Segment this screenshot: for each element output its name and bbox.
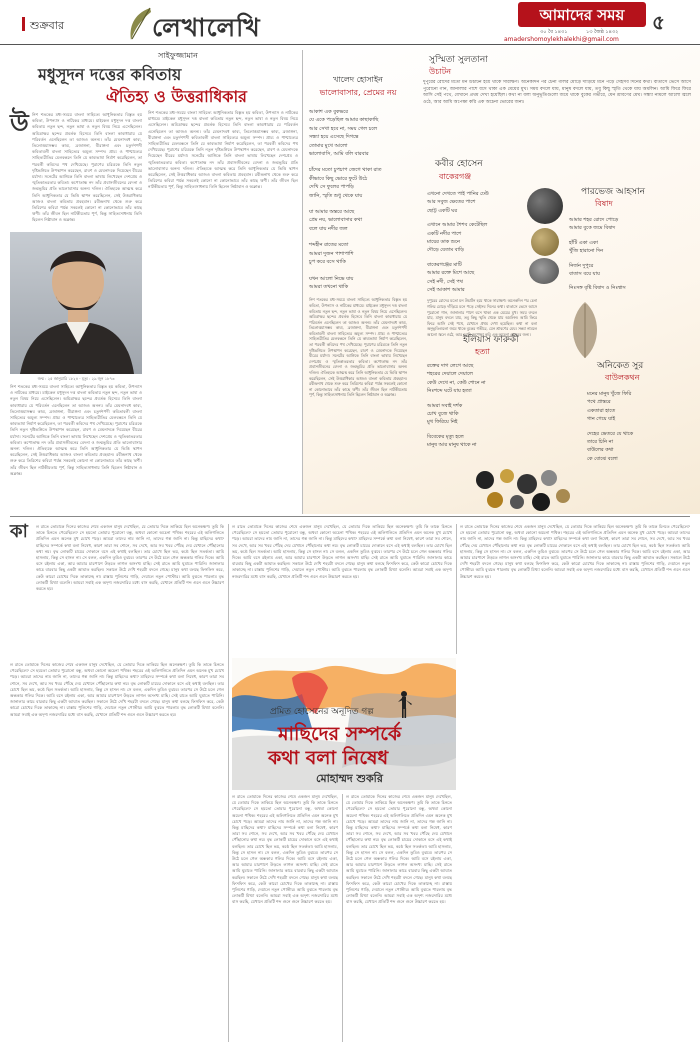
poem-2-author: সুস্মিতা সুলতানা: [429, 55, 488, 65]
poem-4-author: পারভেজ আহসান: [581, 187, 646, 197]
poem-6-author: অনিকেত সুর: [597, 361, 644, 371]
stone-icon-3: [529, 258, 559, 284]
poem-5-lines: রক্তের দাগ লেগে আছে শহরের দেয়ালে দেয়ালে কেউ দেখে না, কেউ শোনে না নিঃশব্দে ঘটে যায় হত্যা আমরা সবাই দর্শক চোখ বুজে থাকি মুখ ফিরিয়ে নিই বিবেকের মৃত্যু হলে মানুষ আর মানুষ থাকে না: [427, 363, 486, 449]
story-col3: ল রাতে তোমাকে দিনের কাজের শেষে একজন মানুষ দেখেছিল, যে তোমার দিকে তাকিয়ে ছিল অনেকক্ষণ। তুমি কি তাকে চিনতে পেরেছিলে? সে হয়তো তোমার পুরোনো বন্ধু, অথবা কোনো অচেনা পথিক। শহরের এই অলিগলিতে প্রতিদিন এমন অনেক মুখ চোখে পড়ে। আমরা তাদের নাম জানি না, তাদের গল্প জানি না। কিন্তু মাছিদের কথা? মাছিদের সম্পর্কে কথা বলা নিষেধ, কারণ তারা সব শোনে, সব দেখে, আর সব খবর পৌঁছে দেয় যেখানে পৌঁছানোর কথা নয়। বৃদ্ধ লোকটি চায়ের দোকানে বসে এই কথাই বলছিল। তার চোখে ছিল ভয়, কণ্ঠে ছিল সতর্কতা। আমি হাসলাম, কিন্তু সে হাসল না। সে বলল, একদিন তুমিও বুঝবে। তারপর সে উঠে চলে গেল অন্ধকার গলির দিকে। আমি বসে রইলাম একা, আর আমার চারপাশে উড়তে লাগল অসংখ্য মাছি। সেই রাতে আমি ঘুমাতে পারিনি। জানালার কাচে বারবার কিছু একটা আঘাত করছিল। সকালে উঠে দেখি শহরটা বদলে গেছে। মানুষ কথা বলছে ফিসফিস করে, কেউ কারো চোখের দিকে তাকাচ্ছে না। রাস্তায় পুলিশের গাড়ি, দেয়ালে নতুন পোস্টার। আমি বুঝতে পারলাম বৃদ্ধ লোকটি মিথ্যা বলেনি। আমরা সবাই এক অদৃশ্য নজরদারির মধ্যে বাস করছি, যেখানে প্রতিটি শব্দ গুনে গুনে উচ্চারণ করতে হয়।: [460, 524, 690, 579]
essay-body-col2: নিশ শতকের মধ্য-সময়ে বাংলা সাহিত্যে আধুনিকতার বিস্তৃত হয় কবিতা, উপন্যাস ও নাটকের মাধ্যমে। মাইকেল মধুসূদন দত্ত বাংলা কবিতায় নতুন ছন্দ, নতুন ভাষা ও নতুন বিষয় নিয়ে এসেছিলেন। অমিত্রাক্ষর ছন্দের প্রবর্তক হিসেবে তিনি বাংলা কাব্যধারায় যে পরিবর্তন এনেছিলেন তা আজও অনন্য। তাঁর মেঘনাদবধ কাব্য, তিলোত্তমাসম্ভব কাব্য, ব্রজাঙ্গনা, বীরাঙ্গনা এবং চতুর্দশপদী কবিতাবলী বাংলা সাহিত্যের অমূল্য সম্পদ। প্রাচ্য ও পাশ্চাত্যের সাহিত্যরীতির মেলবন্ধনে তিনি যে কাব্যভাষা নির্মাণ করেছিলেন, তা পরবর্তী কবিদের পথ দেখিয়েছে। পুরাণের চরিত্রকে তিনি নতুন দৃষ্টিভঙ্গিতে উপস্থাপন করেছেন, রাবণ ও মেঘনাদকে দিয়েছেন বীরের মর্যাদা। সনেটের আঙ্গিকে তিনি বাংলা ভাষায় লিখেছেন দেশপ্রেম ও স্মৃতিকাতরতার কবিতা। কপোতাক্ষ নদ তাঁর প্রবাসজীবনের বেদনা ও জন্মভূমির প্রতি ভালোবাসার অনন্য দলিল। ঐতিহ্যকে আত্মস্থ করে তিনি আধুনিকতার যে ভিত্তি স্থাপন করেছিলেন, সেই উত্তরাধিকার আজও বাংলা কবিতায় প্রবহমান। রবীন্দ্রনাথ থেকে শুরু করে তিরিশের কবিরা পর্যন্ত সকলেই কোনো না কোনোভাবে তাঁর কাছে ঋণী। তাঁর জীবন ছিল নাটকীয়তায় পূর্ণ, কিন্তু সাহিত্যসাধনায় তিনি ছিলেন নিষ্ঠাবান ও অক্লান্ত।: [148, 110, 298, 190]
stone-icon-2: [531, 228, 559, 256]
poem-5-author: ইলিয়াস ফারুকী: [463, 335, 519, 345]
poems-block: [303, 46, 700, 514]
story-title-line1: মাছিদের সম্পর্কে: [278, 723, 402, 745]
portrait-caption: জন্ম : ২৫ জানুয়ারি ১৮২৪ - মৃত্যু : ২৯ জুন ১৮৭৩: [37, 376, 115, 381]
poem-6-title: বাউলকথন: [605, 373, 640, 382]
poem-3-continued: দুপুরের রোদের মতো মন উচাটন হয়ে থাকে সারাক্ষণ। অনেকদিন পর চেনা গলির মোড়ে দাঁড়িয়ে মনে পড়ে সেইসব দিনের কথা। বাতাসে ভেসে আসে পুরোনো গান, জানালার পাশে বসে থাকা এক মেয়ের মুখ। সময় বদলে যায়, মানুষ বদলে যায়, তবু কিছু স্মৃতি থেকে যায় অমলিন। আমি ফিরে ফিরে আসি সেই পথে, যেখানে প্রথম দেখা হয়েছিল। কথা না বলা অনুভূতিগুলো জমে থাকে বুকের গভীরে, যেন শ্রাবণের মেঘ। সন্ধ্যা নামলে আলো জ্বলে ওঠে, আর আমি অপেক্ষা করি এক অচেনা ভোরের জন্য।: [427, 298, 537, 338]
page-number: ৫: [652, 10, 665, 34]
story-col1-top: ল রাতে তোমাকে দিনের কাজের শেষে একজন মানুষ দেখেছিল, যে তোমার দিকে তাকিয়ে ছিল অনেকক্ষণ। তুমি কি তাকে চিনতে পেরেছিলে? সে হয়তো তোমার পুরোনো বন্ধু, অথবা কোনো অচেনা পথিক। শহরের এই অলিগলিতে প্রতিদিন এমন অনেক মুখ চোখে পড়ে। আমরা তাদের নাম জানি না, তাদের গল্প জানি না। কিন্তু মাছিদের কথা? মাছিদের সম্পর্কে কথা বলা নিষেধ, কারণ তারা সব শোনে, সব দেখে, আর সব খবর পৌঁছে দেয় যেখানে পৌঁছানোর কথা নয়। বৃদ্ধ লোকটি চায়ের দোকানে বসে এই কথাই বলছিল। তার চোখে ছিল ভয়, কণ্ঠে ছিল সতর্কতা। আমি হাসলাম, কিন্তু সে হাসল না। সে বলল, একদিন তুমিও বুঝবে। তারপর সে উঠে চলে গেল অন্ধকার গলির দিকে। আমি বসে রইলাম একা, আর আমার চারপাশে উড়তে লাগল অসংখ্য মাছি। সেই রাতে আমি ঘুমাতে পারিনি। জানালার কাচে বারবার কিছু একটা আঘাত করছিল। সকালে উঠে দেখি শহরটা বদলে গেছে। মানুষ কথা বলছে ফিসফিস করে, কেউ কারো চোখের দিকে তাকাচ্ছে না। রাস্তায় পুলিশের গাড়ি, দেয়ালে নতুন পোস্টার। আমি বুঝতে পারলাম বৃদ্ধ লোকটি মিথ্যা বলেনি। আমরা সবাই এক অদৃশ্য নজরদারির মধ্যে বাস করছি, যেখানে প্রতিটি শব্দ গুনে গুনে উচ্চারণ করতে হয়।: [36, 524, 224, 592]
dots-art: [473, 466, 573, 512]
story-kicker: প্রমিত হোসেনের অনূদিত গল্প: [270, 707, 374, 717]
poem-2-body: দুপুরের রোদের মতো মন উচাটন হয়ে থাকে সারাক্ষণ। অনেকদিন পর চেনা গলির মোড়ে দাঁড়িয়ে মনে পড়ে সেইসব দিনের কথা। বাতাসে ভেসে আসে পুরোনো গান, জানালার পাশে বসে থাকা এক মেয়ের মুখ। সময় বদলে যায়, মানুষ বদলে যায়, তবু কিছু স্মৃতি থেকে যায় অমলিন। আমি ফিরে ফিরে আসি সেই পথে, যেখানে প্রথম দেখা হয়েছিল। কথা না বলা অনুভূতিগুলো জমে থাকে বুকের গভীরে, যেন শ্রাবণের মেঘ। সন্ধ্যা নামলে আলো জ্বলে ওঠে, আর আমি অপেক্ষা করি এক অচেনা ভোরের জন্য।: [423, 80, 691, 105]
essay-subtitle: ঐতিহ্য ও উত্তরাধিকার: [106, 87, 247, 106]
story-col1: ল রাতে তোমাকে দিনের কাজের শেষে একজন মানুষ দেখেছিল, যে তোমার দিকে তাকিয়ে ছিল অনেকক্ষণ। তুমি কি তাকে চিনতে পেরেছিলে? সে হয়তো তোমার পুরোনো বন্ধু, অথবা কোনো অচেনা পথিক। শহরের এই অলিগলিতে প্রতিদিন এমন অনেক মুখ চোখে পড়ে। আমরা তাদের নাম জানি না, তাদের গল্প জানি না। কিন্তু মাছিদের কথা? মাছিদের সম্পর্কে কথা বলা নিষেধ, কারণ তারা সব শোনে, সব দেখে, আর সব খবর পৌঁছে দেয় যেখানে পৌঁছানোর কথা নয়। বৃদ্ধ লোকটি চায়ের দোকানে বসে এই কথাই বলছিল। তার চোখে ছিল ভয়, কণ্ঠে ছিল সতর্কতা। আমি হাসলাম, কিন্তু সে হাসল না। সে বলল, একদিন তুমিও বুঝবে। তারপর সে উঠে চলে গেল অন্ধকার গলির দিকে। আমি বসে রইলাম একা, আর আমার চারপাশে উড়তে লাগল অসংখ্য মাছি। সেই রাতে আমি ঘুমাতে পারিনি। জানালার কাচে বারবার কিছু একটা আঘাত করছিল। সকালে উঠে দেখি শহরটা বদলে গেছে। মানুষ কথা বলছে ফিসফিস করে, কেউ কারো চোখের দিকে তাকাচ্ছে না। রাস্তায় পুলিশের গাড়ি, দেয়ালে নতুন পোস্টার। আমি বুঝতে পারলাম বৃদ্ধ লোকটি মিথ্যা বলেনি। আমরা সবাই এক অদৃশ্য নজরদারির মধ্যে বাস করছি, যেখানে প্রতিটি শব্দ গুনে গুনে উচ্চারণ করতে হয়।: [10, 662, 224, 717]
essay-body-col1-top: নিশ শতকের মধ্য-সময়ে বাংলা সাহিত্যে আধুনিকতার বিস্তৃত হয় কবিতা, উপন্যাস ও নাটকের মাধ্যমে। মাইকেল মধুসূদন দত্ত বাংলা কবিতায় নতুন ছন্দ, নতুন ভাষা ও নতুন বিষয় নিয়ে এসেছিলেন। অমিত্রাক্ষর ছন্দের প্রবর্তক হিসেবে তিনি বাংলা কাব্যধারায় যে পরিবর্তন এনেছিলেন তা আজও অনন্য। তাঁর মেঘনাদবধ কাব্য, তিলোত্তমাসম্ভব কাব্য, ব্রজাঙ্গনা, বীরাঙ্গনা এবং চতুর্দশপদী কবিতাবলী বাংলা সাহিত্যের অমূল্য সম্পদ। প্রাচ্য ও পাশ্চাত্যের সাহিত্যরীতির মেলবন্ধনে তিনি যে কাব্যভাষা নির্মাণ করেছিলেন, তা পরবর্তী কবিদের পথ দেখিয়েছে। পুরাণের চরিত্রকে তিনি নতুন দৃষ্টিভঙ্গিতে উপস্থাপন করেছেন, রাবণ ও মেঘনাদকে দিয়েছেন বীরের মর্যাদা। সনেটের আঙ্গিকে তিনি বাংলা ভাষায় লিখেছেন দেশপ্রেম ও স্মৃতিকাতরতার কবিতা। কপোতাক্ষ নদ তাঁর প্রবাসজীবনের বেদনা ও জন্মভূমির প্রতি ভালোবাসার অনন্য দলিল। ঐতিহ্যকে আত্মস্থ করে তিনি আধুনিকতার যে ভিত্তি স্থাপন করেছিলেন, সেই উত্তরাধিকার আজও বাংলা কবিতায় প্রবহমান। রবীন্দ্রনাথ থেকে শুরু করে তিরিশের কবিরা পর্যন্ত সকলেই কোনো না কোনোভাবে তাঁর কাছে ঋণী। তাঁর জীবন ছিল নাটকীয়তায় পূর্ণ, কিন্তু সাহিত্যসাধনায় তিনি ছিলেন নিষ্ঠাবান ও অক্লান্ত।: [32, 112, 142, 223]
essay-author: সাইফুজ্জামান: [158, 51, 198, 60]
essay-title: মধুসূদন দত্তের কবিতায়: [38, 65, 182, 84]
story-col2-top: ল রাতে তোমাকে দিনের কাজের শেষে একজন মানুষ দেখেছিল, যে তোমার দিকে তাকিয়ে ছিল অনেকক্ষণ। তুমি কি তাকে চিনতে পেরেছিলে? সে হয়তো তোমার পুরোনো বন্ধু, অথবা কোনো অচেনা পথিক। শহরের এই অলিগলিতে প্রতিদিন এমন অনেক মুখ চোখে পড়ে। আমরা তাদের নাম জানি না, তাদের গল্প জানি না। কিন্তু মাছিদের কথা? মাছিদের সম্পর্কে কথা বলা নিষেধ, কারণ তারা সব শোনে, সব দেখে, আর সব খবর পৌঁছে দেয় যেখানে পৌঁছানোর কথা নয়। বৃদ্ধ লোকটি চায়ের দোকানে বসে এই কথাই বলছিল। তার চোখে ছিল ভয়, কণ্ঠে ছিল সতর্কতা। আমি হাসলাম, কিন্তু সে হাসল না। সে বলল, একদিন তুমিও বুঝবে। তারপর সে উঠে চলে গেল অন্ধকার গলির দিকে। আমি বসে রইলাম একা, আর আমার চারপাশে উড়তে লাগল অসংখ্য মাছি। সেই রাতে আমি ঘুমাতে পারিনি। জানালার কাচে বারবার কিছু একটা আঘাত করছিল। সকালে উঠে দেখি শহরটা বদলে গেছে। মানুষ কথা বলছে ফিসফিস করে, কেউ কারো চোখের দিকে তাকাচ্ছে না। রাস্তায় পুলিশের গাড়ি, দেয়ালে নতুন পোস্টার। আমি বুঝতে পারলাম বৃদ্ধ লোকটি মিথ্যা বলেনি। আমরা সবাই এক অদৃশ্য নজরদারির মধ্যে বাস করছি, যেখানে প্রতিটি শব্দ গুনে গুনে উচ্চারণ করতে হয়।: [232, 524, 452, 579]
issue-date-2: ১৩ জৈষ্ঠ ১৪৩২: [586, 29, 619, 35]
poem-1-title: ভালোবাসার, প্রেমের নয়: [319, 88, 397, 97]
day-label: শুক্রবার: [30, 19, 65, 32]
poem-4-title: বিষাদ: [595, 199, 613, 208]
poem-3: [427, 156, 537, 358]
poem-1-lines: আকাশ এক বুকভরে যে একে পড়েছিল আমার কাছাকাছি আর সেখা হবে না, সময় গেল চলে সন্ধ্যা হয়ে এসেছে দিগন্তে তোমার মুখে আলো ভালোবাসি, আমি বলি বারবার চাঁদের মতো চুপচাপ জেগে থাকা রাত কীভাবে কিছু ভোরে ফুটে উঠে দেখি সে ফুলের পাপড়ি জানি, স্মৃতি শুধু থেকে যায় যা আমার অন্তরে আছে প্রেম নয়, ভালোবাসার কথা বলে যায় নদীর জল শব্দহীন রাতের মতো আমরা দুজন পাশাপাশি চুপ করে বসে থাকি যখন আলো নিভে যায় আমরা তখনো থাকি: [309, 109, 382, 290]
poem-3-author: কবীর হোসেন: [435, 159, 483, 169]
story-col2a: ল রাতে তোমাকে দিনের কাজের শেষে একজন মানুষ দেখেছিল, যে তোমার দিকে তাকিয়ে ছিল অনেকক্ষণ। তুমি কি তাকে চিনতে পেরেছিলে? সে হয়তো তোমার পুরোনো বন্ধু, অথবা কোনো অচেনা পথিক। শহরের এই অলিগলিতে প্রতিদিন এমন অনেক মুখ চোখে পড়ে। আমরা তাদের নাম জানি না, তাদের গল্প জানি না। কিন্তু মাছিদের কথা? মাছিদের সম্পর্কে কথা বলা নিষেধ, কারণ তারা সব শোনে, সব দেখে, আর সব খবর পৌঁছে দেয় যেখানে পৌঁছানোর কথা নয়। বৃদ্ধ লোকটি চায়ের দোকানে বসে এই কথাই বলছিল। তার চোখে ছিল ভয়, কণ্ঠে ছিল সতর্কতা। আমি হাসলাম, কিন্তু সে হাসল না। সে বলল, একদিন তুমিও বুঝবে। তারপর সে উঠে চলে গেল অন্ধকার গলির দিকে। আমি বসে রইলাম একা, আর আমার চারপাশে উড়তে লাগল অসংখ্য মাছি। সেই রাতে আমি ঘুমাতে পারিনি। জানালার কাচে বারবার কিছু একটা আঘাত করছিল। সকালে উঠে দেখি শহরটা বদলে গেছে। মানুষ কথা বলছে ফিসফিস করে, কেউ কারো চোখের দিকে তাকাচ্ছে না। রাস্তায় পুলিশের গাড়ি, দেয়ালে নতুন পোস্টার। আমি বুঝতে পারলাম বৃদ্ধ লোকটি মিথ্যা বলেনি। আমরা সবাই এক অদৃশ্য নজরদারির মধ্যে বাস করছি, যেখানে প্রতিটি শব্দ গুনে গুনে উচ্চারণ করতে হয়।: [232, 794, 338, 905]
essay-block: [10, 46, 300, 514]
masthead: আমাদের সময়: [539, 6, 625, 24]
section-title: লেখালেখি: [152, 13, 261, 42]
poem-1: [309, 74, 407, 443]
leaf-icon: [565, 300, 605, 360]
story-block: [10, 520, 690, 1046]
essay-dropcap: উ: [10, 108, 29, 137]
contact-email: amadershomoylekhalekhi@gmail.com: [504, 36, 619, 43]
story-title-line2: কথা বলা নিষেধ: [268, 747, 389, 769]
story-author: মোহাম্মদ শুকরি: [316, 772, 383, 785]
poem-4-lines: আমার শহর রোদে পোড়ে আমার বুকে জমে বিষাদ হাঁটি একা একা খুঁজি হারানো দিন নির্জন দুপুরে বাতাস বয়ে যায় নিঃসঙ্গ বৃষ্টি বিষাদ ও নিঃশ্বাস: [569, 217, 626, 292]
poem-3-lines: এখনো দেখতে পাই পানির ঢেউ আর সবুজ ক্ষেতের পাশে ছোট্ট একটি ঘর এখানে আমার শৈশব কেটেছিল একটি নদীর পাশে মায়ের ডাক শুনে দৌড়ে যেতাম বাড়ি বাকেরগঞ্জের মাটি আমার রক্তে মিশে আছে সেই নদী, সেই পথ সেই আকাশ আমার: [427, 191, 489, 294]
poem-3-title: বাকেরগঞ্জ: [439, 172, 472, 181]
issue-date: ৩০ বৈ ১৪৩১: [540, 29, 568, 35]
poem-1-continued: নিশ শতকের মধ্য-সময়ে বাংলা সাহিত্যে আধুনিকতার বিস্তৃত হয় কবিতা, উপন্যাস ও নাটকের মাধ্যমে। মাইকেল মধুসূদন দত্ত বাংলা কবিতায় নতুন ছন্দ, নতুন ভাষা ও নতুন বিষয় নিয়ে এসেছিলেন। অমিত্রাক্ষর ছন্দের প্রবর্তক হিসেবে তিনি বাংলা কাব্যধারায় যে পরিবর্তন এনেছিলেন তা আজও অনন্য। তাঁর মেঘনাদবধ কাব্য, তিলোত্তমাসম্ভব কাব্য, ব্রজাঙ্গনা, বীরাঙ্গনা এবং চতুর্দশপদী কবিতাবলী বাংলা সাহিত্যের অমূল্য সম্পদ। প্রাচ্য ও পাশ্চাত্যের সাহিত্যরীতির মেলবন্ধনে তিনি যে কাব্যভাষা নির্মাণ করেছিলেন, তা পরবর্তী কবিদের পথ দেখিয়েছে। পুরাণের চরিত্রকে তিনি নতুন দৃষ্টিভঙ্গিতে উপস্থাপন করেছেন, রাবণ ও মেঘনাদকে দিয়েছেন বীরের মর্যাদা। সনেটের আঙ্গিকে তিনি বাংলা ভাষায় লিখেছেন দেশপ্রেম ও স্মৃতিকাতরতার কবিতা। কপোতাক্ষ নদ তাঁর প্রবাসজীবনের বেদনা ও জন্মভূমির প্রতি ভালোবাসার অনন্য দলিল। ঐতিহ্যকে আত্মস্থ করে তিনি আধুনিকতার যে ভিত্তি স্থাপন করেছিলেন, সেই উত্তরাধিকার আজও বাংলা কবিতায় প্রবহমান। রবীন্দ্রনাথ থেকে শুরু করে তিরিশের কবিরা পর্যন্ত সকলেই কোনো না কোনোভাবে তাঁর কাছে ঋণী। তাঁর জীবন ছিল নাটকীয়তায় পূর্ণ, কিন্তু সাহিত্যসাধনায় তিনি ছিলেন নিষ্ঠাবান ও অক্লান্ত।: [309, 297, 407, 398]
stone-icon: [527, 188, 563, 224]
essay-body-col1-bottom: নিশ শতকের মধ্য-সময়ে বাংলা সাহিত্যে আধুনিকতার বিস্তৃত হয় কবিতা, উপন্যাস ও নাটকের মাধ্যমে। মাইকেল মধুসূদন দত্ত বাংলা কবিতায় নতুন ছন্দ, নতুন ভাষা ও নতুন বিষয় নিয়ে এসেছিলেন। অমিত্রাক্ষর ছন্দের প্রবর্তক হিসেবে তিনি বাংলা কাব্যধারায় যে পরিবর্তন এনেছিলেন তা আজও অনন্য। তাঁর মেঘনাদবধ কাব্য, তিলোত্তমাসম্ভব কাব্য, ব্রজাঙ্গনা, বীরাঙ্গনা এবং চতুর্দশপদী কবিতাবলী বাংলা সাহিত্যের অমূল্য সম্পদ। প্রাচ্য ও পাশ্চাত্যের সাহিত্যরীতির মেলবন্ধনে তিনি যে কাব্যভাষা নির্মাণ করেছিলেন, তা পরবর্তী কবিদের পথ দেখিয়েছে। পুরাণের চরিত্রকে তিনি নতুন দৃষ্টিভঙ্গিতে উপস্থাপন করেছেন, রাবণ ও মেঘনাদকে দিয়েছেন বীরের মর্যাদা। সনেটের আঙ্গিকে তিনি বাংলা ভাষায় লিখেছেন দেশপ্রেম ও স্মৃতিকাতরতার কবিতা। কপোতাক্ষ নদ তাঁর প্রবাসজীবনের বেদনা ও জন্মভূমির প্রতি ভালোবাসার অনন্য দলিল। ঐতিহ্যকে আত্মস্থ করে তিনি আধুনিকতার যে ভিত্তি স্থাপন করেছিলেন, সেই উত্তরাধিকার আজও বাংলা কবিতায় প্রবহমান। রবীন্দ্রনাথ থেকে শুরু করে তিরিশের কবিরা পর্যন্ত সকলেই কোনো না কোনোভাবে তাঁর কাছে ঋণী। তাঁর জীবন ছিল নাটকীয়তায় পূর্ণ, কিন্তু সাহিত্যসাধনায় তিনি ছিলেন নিষ্ঠাবান ও অক্লান্ত।: [10, 384, 142, 476]
day-marker: [22, 17, 25, 31]
essay-portrait: [10, 232, 142, 374]
page-header: [0, 0, 700, 46]
story-col2b: ল রাতে তোমাকে দিনের কাজের শেষে একজন মানুষ দেখেছিল, যে তোমার দিকে তাকিয়ে ছিল অনেকক্ষণ। তুমি কি তাকে চিনতে পেরেছিলে? সে হয়তো তোমার পুরোনো বন্ধু, অথবা কোনো অচেনা পথিক। শহরের এই অলিগলিতে প্রতিদিন এমন অনেক মুখ চোখে পড়ে। আমরা তাদের নাম জানি না, তাদের গল্প জানি না। কিন্তু মাছিদের কথা? মাছিদের সম্পর্কে কথা বলা নিষেধ, কারণ তারা সব শোনে, সব দেখে, আর সব খবর পৌঁছে দেয় যেখানে পৌঁছানোর কথা নয়। বৃদ্ধ লোকটি চায়ের দোকানে বসে এই কথাই বলছিল। তার চোখে ছিল ভয়, কণ্ঠে ছিল সতর্কতা। আমি হাসলাম, কিন্তু সে হাসল না। সে বলল, একদিন তুমিও বুঝবে। তারপর সে উঠে চলে গেল অন্ধকার গলির দিকে। আমি বসে রইলাম একা, আর আমার চারপাশে উড়তে লাগল অসংখ্য মাছি। সেই রাতে আমি ঘুমাতে পারিনি। জানালার কাচে বারবার কিছু একটা আঘাত করছিল। সকালে উঠে দেখি শহরটা বদলে গেছে। মানুষ কথা বলছে ফিসফিস করে, কেউ কারো চোখের দিকে তাকাচ্ছে না। রাস্তায় পুলিশের গাড়ি, দেয়ালে নতুন পোস্টার। আমি বুঝতে পারলাম বৃদ্ধ লোকটি মিথ্যা বলেনি। আমরা সবাই এক অদৃশ্য নজরদারির মধ্যে বাস করছি, যেখানে প্রতিটি শব্দ গুনে গুনে উচ্চারণ করতে হয়।: [346, 794, 452, 905]
poem-5-title: হত্যা: [475, 347, 490, 356]
story-dropcap: কা: [10, 521, 28, 542]
poem-1-author: খালেদ হোসাইন: [333, 75, 383, 84]
poem-6-lines: মনের মানুষ খুঁজে ফিরি পথে প্রান্তরে একতারা হাতে গান গেয়ে যাই দেহের ভেতরে যে থাকে তারে চিনি না বাউলের কথা কে বোঝে বলো: [587, 391, 634, 462]
poem-2-title: উচাটন: [429, 67, 452, 76]
quill-icon: [125, 6, 155, 42]
